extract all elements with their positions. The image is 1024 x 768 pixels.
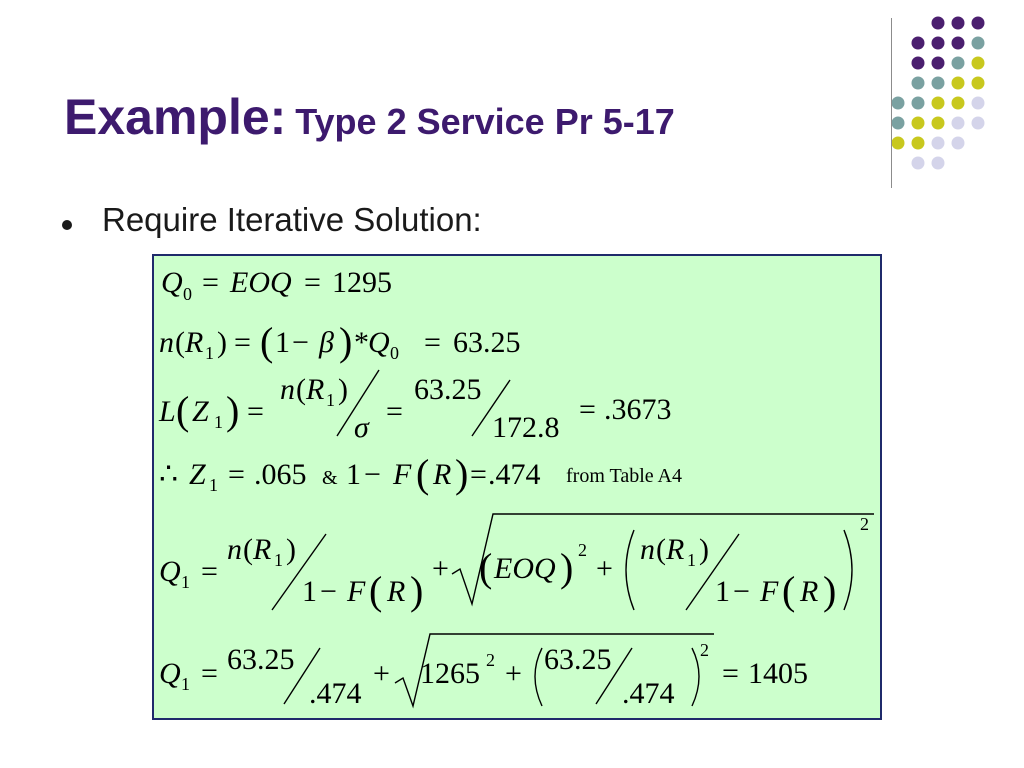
decorative-dot bbox=[952, 77, 965, 90]
eq6-denominator: .474 bbox=[309, 677, 362, 710]
eq3-equals-3: = bbox=[579, 393, 596, 426]
decorative-dot bbox=[932, 77, 945, 90]
eq5-inner-rparen: ) bbox=[560, 545, 574, 590]
eq4-z: Z bbox=[189, 458, 206, 491]
eq5-outer-exponent: 2 bbox=[860, 514, 869, 534]
equation-eoq bbox=[161, 266, 392, 304]
decorative-dot bbox=[912, 57, 925, 70]
eq2-r: R bbox=[185, 326, 204, 359]
eq3-rparen: ) bbox=[226, 388, 240, 433]
bullet-text: Require Iterative Solution: bbox=[102, 201, 482, 238]
eq5-den2-minus: − bbox=[733, 575, 750, 608]
decorative-dot bbox=[952, 97, 965, 110]
eq3-equals-2: = bbox=[386, 395, 403, 428]
eq6-equals-2: = bbox=[722, 657, 739, 690]
eq6-value-1265: 1265 bbox=[420, 657, 480, 690]
decorative-dot bbox=[952, 117, 965, 130]
eq5-n: n bbox=[227, 533, 242, 566]
eq6-big-lparen bbox=[535, 648, 542, 706]
eq4-lparen: ( bbox=[416, 451, 430, 496]
slide-title bbox=[64, 88, 675, 146]
eq3-denominator: 172.8 bbox=[492, 411, 560, 444]
eq1-equals: = bbox=[202, 266, 219, 299]
eq4-minus: − bbox=[364, 458, 381, 491]
eq5-n2-lparen: ( bbox=[656, 533, 666, 566]
eq1-equals-2: = bbox=[304, 266, 321, 299]
eq4-z-subscript: 1 bbox=[209, 475, 218, 495]
eq5-den2-f: F bbox=[760, 575, 779, 608]
eq6-numerator-2: 63.25 bbox=[544, 643, 612, 676]
eq2-q: Q bbox=[368, 326, 390, 359]
eq4-source-note: from Table A4 bbox=[566, 465, 682, 487]
eq5-den-lparen: ( bbox=[369, 568, 383, 613]
decorative-dot bbox=[972, 17, 985, 30]
eq5-big-rparen bbox=[844, 530, 852, 610]
eq2-n: n bbox=[159, 326, 174, 359]
eq5-den-f: F bbox=[347, 575, 366, 608]
eq5-n-2: n bbox=[640, 533, 655, 566]
slide-title-sub: Type 2 Service Pr 5-17 bbox=[295, 101, 675, 142]
eq6-equals: = bbox=[201, 657, 218, 690]
equation-canvas bbox=[154, 256, 880, 718]
eq1-eoq: EOQ bbox=[230, 266, 292, 299]
eq2-big-rparen: ) bbox=[339, 319, 353, 364]
decorative-dot bbox=[932, 137, 945, 150]
slide-title-main: Example: bbox=[64, 89, 287, 145]
eq5-r2-subscript: 1 bbox=[687, 550, 696, 570]
eq3-lparen: ( bbox=[176, 388, 190, 433]
eq4-therefore: ∴ bbox=[159, 458, 179, 491]
eq3-n-rparen: ) bbox=[338, 373, 348, 406]
eq3-sigma: σ bbox=[354, 411, 369, 444]
decorative-dot bbox=[912, 77, 925, 90]
decorative-dot bbox=[912, 137, 925, 150]
decorative-dot bbox=[932, 57, 945, 70]
eq2-q-subscript: 0 bbox=[390, 343, 399, 363]
eq5-den-minus: − bbox=[320, 575, 337, 608]
eq3-n: n bbox=[280, 373, 295, 406]
eq3-r: R bbox=[306, 373, 325, 406]
eq2-value: 63.25 bbox=[453, 326, 521, 359]
eq6-1265-exponent: 2 bbox=[486, 650, 495, 670]
decorative-dot bbox=[972, 37, 985, 50]
eq3-r-subscript: 1 bbox=[326, 390, 335, 410]
eq4-ampersand: & bbox=[322, 467, 338, 489]
eq5-eoq-exponent: 2 bbox=[578, 540, 587, 560]
eq6-result: 1405 bbox=[748, 657, 808, 690]
eq2-lparen: ( bbox=[175, 326, 185, 359]
eq5-n2-rparen: ) bbox=[699, 533, 709, 566]
decorative-dot bbox=[912, 117, 925, 130]
equation-box bbox=[152, 254, 882, 720]
eq4-r: R bbox=[433, 458, 452, 491]
eq6-q-subscript: 1 bbox=[181, 674, 190, 694]
eq5-q: Q bbox=[159, 555, 181, 588]
eq4-f: F bbox=[393, 458, 412, 491]
eq2-equals: = bbox=[234, 326, 251, 359]
eq5-den-r: R bbox=[387, 575, 406, 608]
eq2-star: * bbox=[354, 326, 369, 359]
decorative-dot bbox=[892, 97, 905, 110]
eq3-z-subscript: 1 bbox=[214, 412, 223, 432]
decorative-dot bbox=[972, 97, 985, 110]
decorative-dot bbox=[952, 137, 965, 150]
eq5-den2-one: 1 bbox=[715, 575, 730, 608]
equation-z1-result bbox=[159, 451, 682, 496]
divider-line bbox=[891, 18, 892, 188]
eq2-rparen: ) bbox=[217, 326, 227, 359]
eq5-plus-2: + bbox=[596, 552, 613, 585]
decorative-dot bbox=[892, 137, 905, 150]
eq3-equals: = bbox=[247, 395, 264, 428]
eq2-beta: β bbox=[319, 326, 334, 359]
eq5-slash-1 bbox=[272, 534, 326, 610]
decorative-dot bbox=[912, 97, 925, 110]
eq1-q: Q bbox=[161, 266, 183, 299]
eq4-f-value: .474 bbox=[488, 458, 541, 491]
eq5-den-rparen: ) bbox=[410, 568, 424, 613]
eq5-n-lparen: ( bbox=[243, 533, 253, 566]
decorative-dot bbox=[952, 17, 965, 30]
eq2-one: 1 bbox=[275, 326, 290, 359]
eq5-den-one: 1 bbox=[302, 575, 317, 608]
decorative-dot bbox=[932, 157, 945, 170]
eq1-value: 1295 bbox=[332, 266, 392, 299]
eq6-plus-2: + bbox=[505, 657, 522, 690]
eq5-eoq: EOQ bbox=[494, 552, 556, 585]
eq5-equals: = bbox=[201, 555, 218, 588]
eq2-minus: − bbox=[292, 326, 309, 359]
equation-nr1 bbox=[159, 319, 521, 364]
eq5-q-subscript: 1 bbox=[181, 572, 190, 592]
eq4-equals-2: = bbox=[470, 458, 487, 491]
decorative-dot bbox=[932, 17, 945, 30]
decorative-dot bbox=[952, 37, 965, 50]
eq5-den2-r: R bbox=[800, 575, 819, 608]
eq3-n-lparen: ( bbox=[296, 373, 306, 406]
decorative-dot bbox=[952, 57, 965, 70]
eq5-den2-lparen: ( bbox=[782, 568, 796, 613]
decorative-dot bbox=[932, 37, 945, 50]
eq5-slash-2 bbox=[686, 534, 739, 610]
eq5-r: R bbox=[253, 533, 272, 566]
decorative-dot bbox=[892, 117, 905, 130]
eq6-big-rparen bbox=[692, 648, 699, 706]
eq4-one: 1 bbox=[346, 458, 361, 491]
eq6-plus: + bbox=[373, 657, 390, 690]
eq5-den2-rparen: ) bbox=[823, 568, 837, 613]
bullet-dot-icon bbox=[62, 220, 72, 230]
decorative-dot bbox=[972, 117, 985, 130]
eq5-n-rparen: ) bbox=[286, 533, 296, 566]
eq1-q-subscript: 0 bbox=[183, 284, 192, 304]
equation-lz1 bbox=[158, 370, 672, 444]
decorative-dot bbox=[912, 37, 925, 50]
decorative-dot bbox=[932, 117, 945, 130]
eq4-z-value: .065 bbox=[254, 458, 307, 491]
eq4-equals: = bbox=[228, 458, 245, 491]
eq2-equals-2: = bbox=[424, 326, 441, 359]
equation-q1-result bbox=[159, 634, 808, 710]
eq4-rparen: ) bbox=[455, 451, 469, 496]
eq6-q: Q bbox=[159, 657, 181, 690]
eq3-l: L bbox=[159, 395, 176, 428]
eq5-r-subscript: 1 bbox=[274, 550, 283, 570]
eq6-denominator-2: .474 bbox=[622, 677, 675, 710]
eq3-z: Z bbox=[192, 395, 209, 428]
eq2-big-lparen: ( bbox=[260, 319, 274, 364]
eq2-r-subscript: 1 bbox=[205, 343, 214, 363]
equation-q1-formula bbox=[159, 514, 874, 613]
decorative-dot bbox=[972, 77, 985, 90]
eq5-inner-lparen: ( bbox=[479, 545, 493, 590]
eq6-outer-exponent: 2 bbox=[700, 640, 709, 660]
decorative-dot bbox=[912, 157, 925, 170]
eq5-r-2: R bbox=[666, 533, 685, 566]
decorative-dot bbox=[972, 57, 985, 70]
eq3-value: .3673 bbox=[604, 393, 672, 426]
eq6-numerator: 63.25 bbox=[227, 643, 295, 676]
decorative-dot bbox=[932, 97, 945, 110]
eq3-numerator: 63.25 bbox=[414, 373, 482, 406]
eq5-big-lparen bbox=[626, 530, 634, 610]
eq5-plus: + bbox=[432, 552, 449, 585]
